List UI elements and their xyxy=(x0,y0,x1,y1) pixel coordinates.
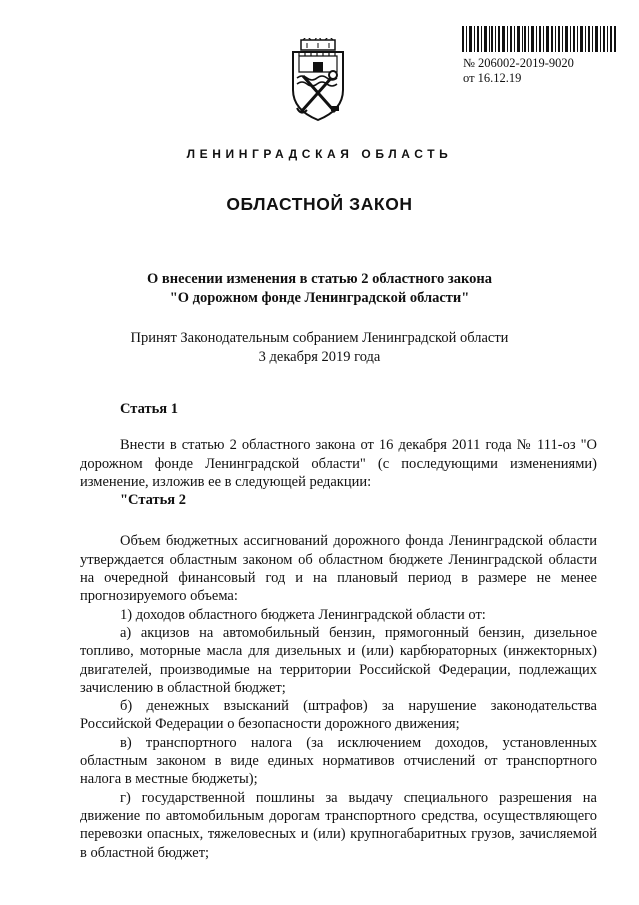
document-type: ОБЛАСТНОЙ ЗАКОН xyxy=(226,194,413,214)
law-title xyxy=(0,270,639,308)
quoted-article-heading: "Статья 2 xyxy=(120,492,187,509)
adoption-note xyxy=(0,329,639,367)
list-item-b: б) денежных взысканий (штрафов) за нарушение законодательства Российской Федерации о безопасности дорожного движения; xyxy=(80,698,597,733)
paragraph-volume: Объем бюджетных ассигнований дорожного фонда Ленинградской области утверждается областным законом об областном бюджете Ленинградской области на очередной финансовый год и на плановый период в размере не менее прогнозируемого объема: xyxy=(80,533,597,605)
coat-of-arms-icon xyxy=(285,38,351,122)
adoption-date: 3 декабря 2019 года xyxy=(258,349,381,365)
barcode xyxy=(462,26,616,52)
list-item-1: 1) доходов областного бюджета Ленинградской области от: xyxy=(120,606,486,623)
law-body xyxy=(80,400,597,862)
registration-date: от 16.12.19 xyxy=(463,71,522,85)
region-name: ЛЕНИНГРАДСКАЯ ОБЛАСТЬ xyxy=(186,147,453,161)
adoption-body: Принят Законодательным собранием Ленинградской области xyxy=(130,330,509,346)
law-title-line1: О внесении изменения в статью 2 областного закона xyxy=(146,271,492,287)
law-title-line2: "О дорожном фонде Ленинградской области" xyxy=(169,290,470,306)
registration-block xyxy=(463,56,574,86)
article-1-heading: Статья 1 xyxy=(120,401,178,417)
list-item-a: а) акцизов на автомобильный бензин, прямогонный бензин, дизельное топливо, моторные масла для дизельных и (или) карбюраторных (инжекторных) двигателей, производимые на территории Российской Федерации, подлежащих зачислению в областной бюджет; xyxy=(80,624,597,696)
list-item-v: в) транспортного налога (за исключением доходов, установленных областным законом в виде единых нормативов отчислений от транспортного налога в местные бюджеты); xyxy=(80,734,597,788)
list-item-g: г) государственной пошлины за выдачу специального разрешения на движение по автомобильным дорогам транспортного средства, осуществляющего перевозки опасных, тяжеловесных и (или) крупногабаритных грузов, зачисляемой в областной бюджет; xyxy=(80,789,597,861)
registration-number: № 206002-2019-9020 xyxy=(463,56,574,70)
article-1-text: Внести в статью 2 областного закона от 16 декабря 2011 года № 111-оз "О дорожном фонде Ленинградской области" (с последующими изменениями) изменение, изложив ее в следующей редакции: xyxy=(80,437,597,490)
